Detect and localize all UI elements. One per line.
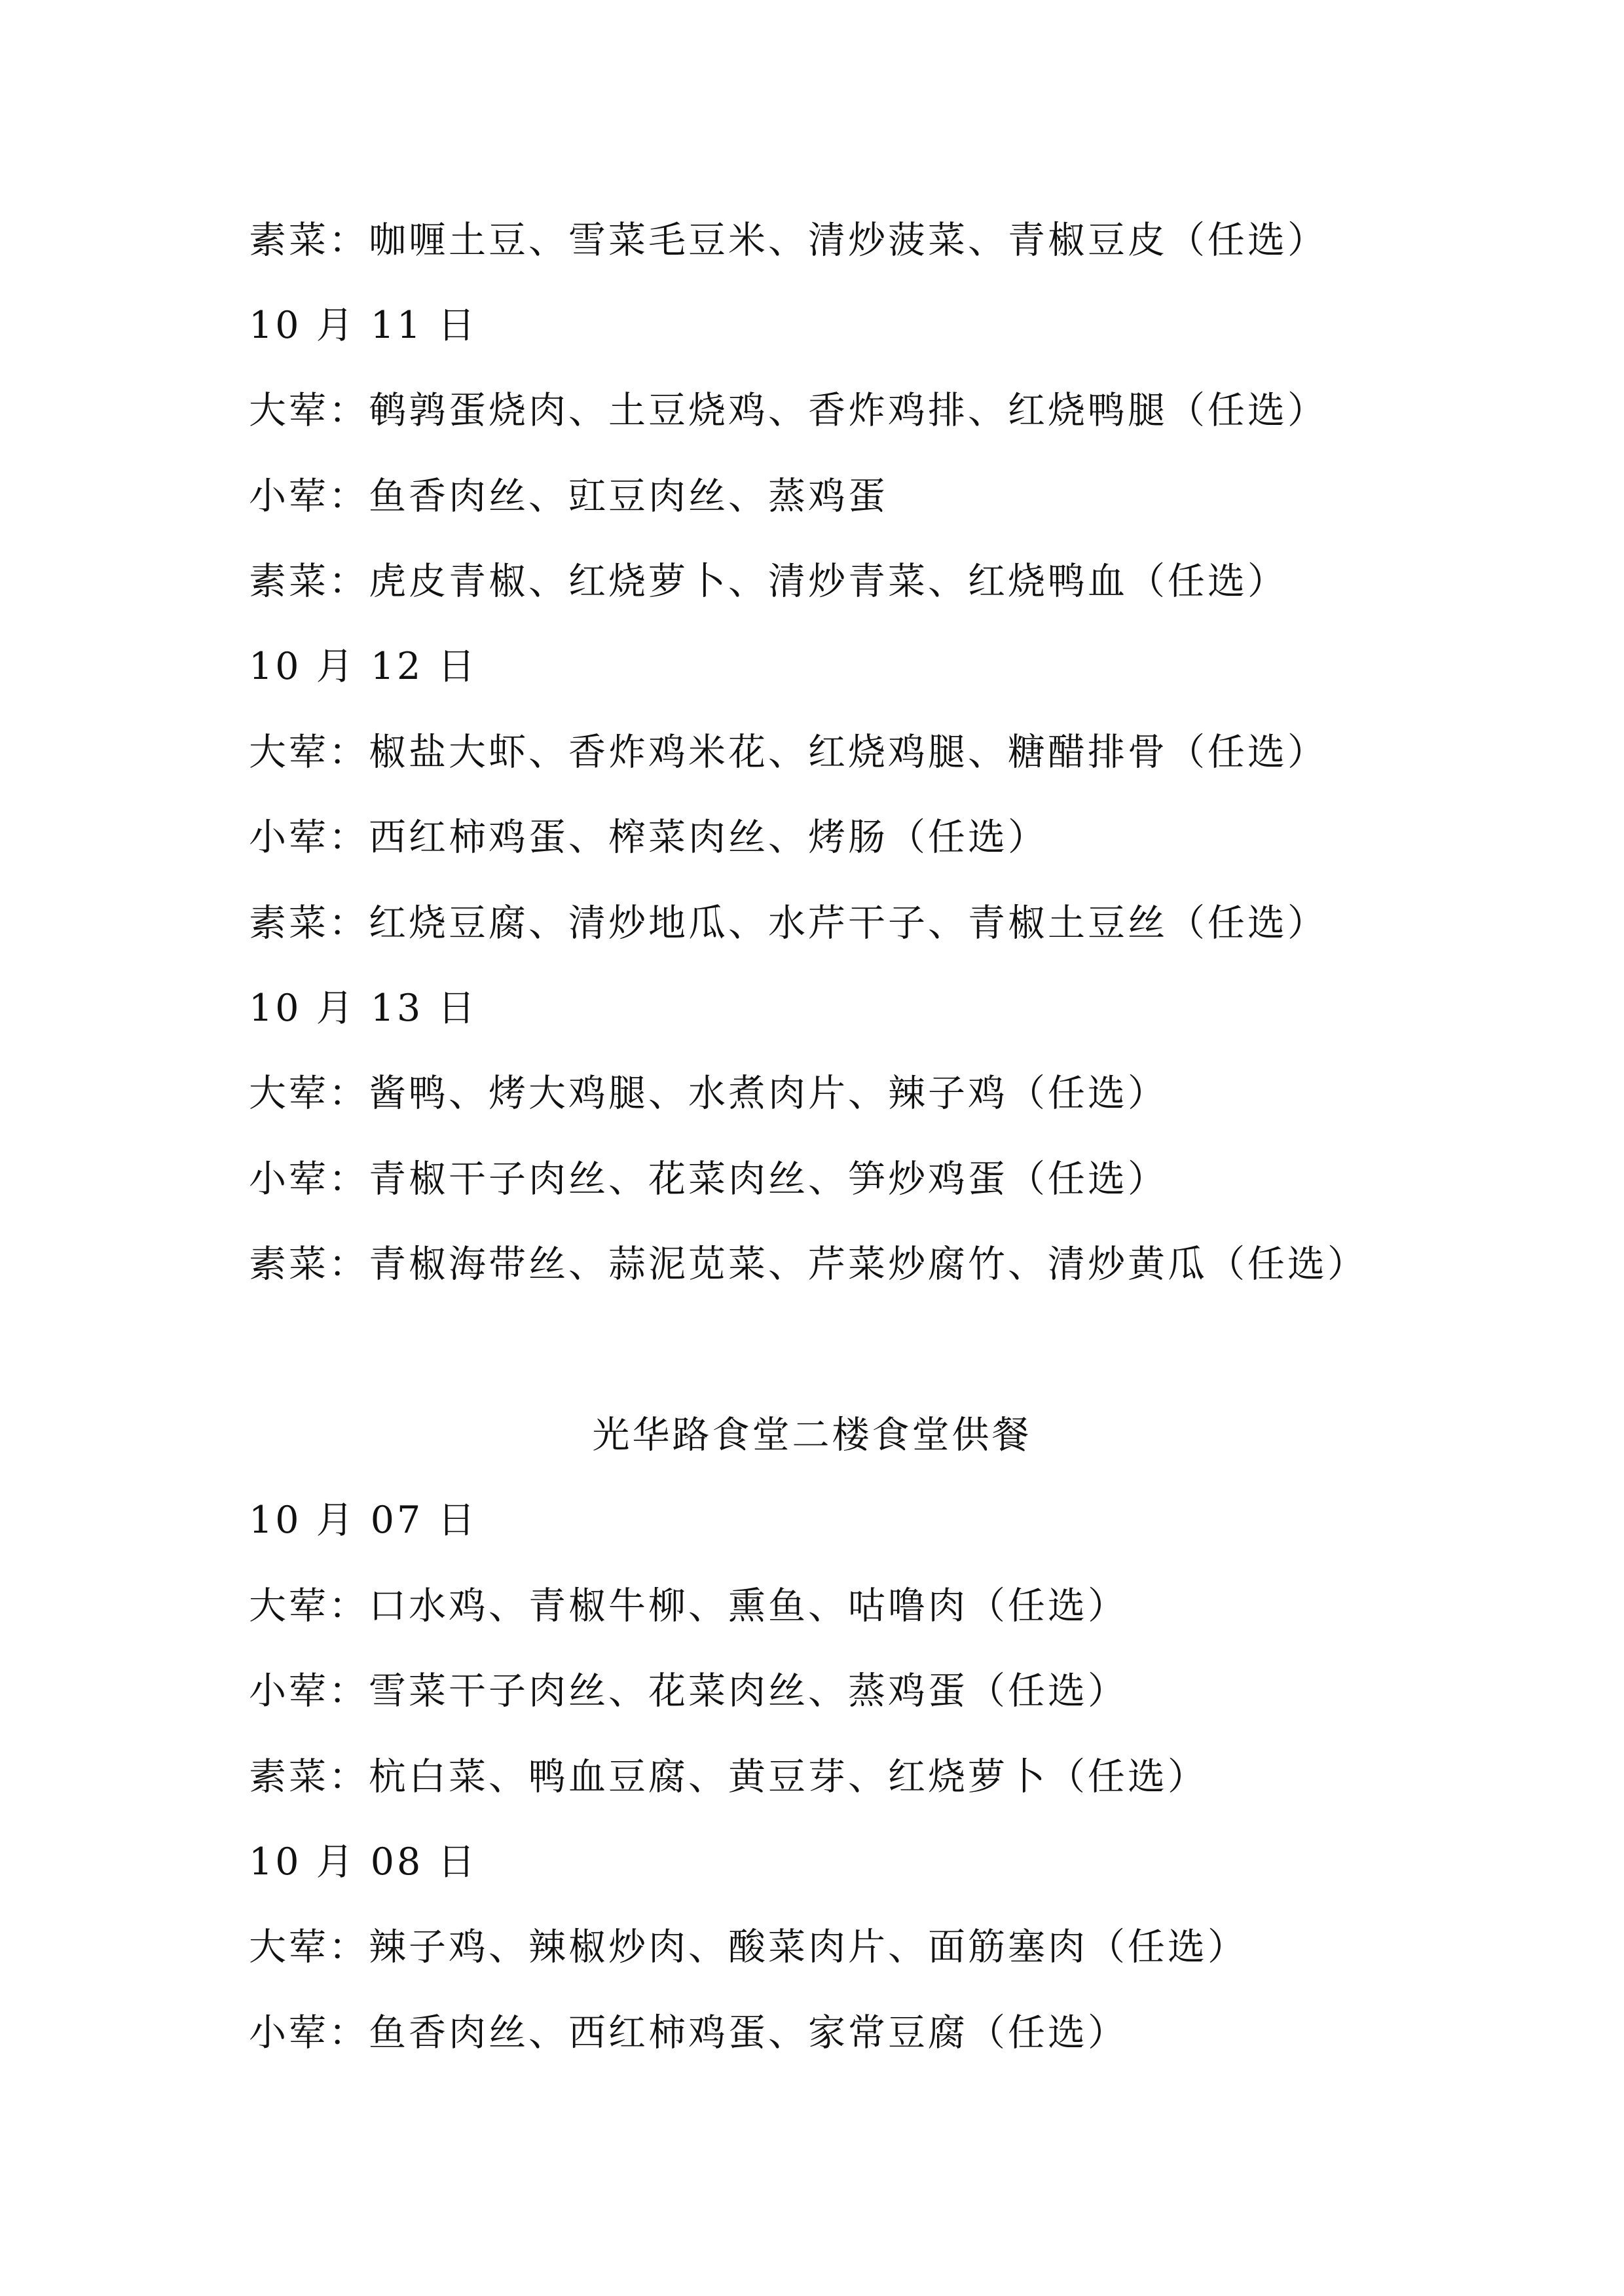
date-heading: 10 月 07 日 [249, 1499, 478, 1542]
date-heading: 10 月 13 日 [249, 987, 478, 1030]
menu-line: 小荤：西红柿鸡蛋、榨菜肉丝、烤肠（任选） [249, 816, 1048, 859]
menu-line: 素菜：虎皮青椒、红烧萝卜、清炒青菜、红烧鸭血（任选） [249, 560, 1287, 603]
menu-line: 素菜：红烧豆腐、清炒地瓜、水芹干子、青椒土豆丝（任选） [249, 902, 1327, 945]
date-heading: 10 月 12 日 [249, 645, 478, 688]
menu-line: 大荤：口水鸡、青椒牛柳、熏鱼、咕噜肉（任选） [249, 1584, 1128, 1628]
menu-line: 大荤：辣子鸡、辣椒炒肉、酸菜肉片、面筋塞肉（任选） [249, 1925, 1247, 1969]
date-heading: 10 月 11 日 [249, 304, 478, 347]
menu-line: 小荤：鱼香肉丝、西红柿鸡蛋、家常豆腐（任选） [249, 2011, 1128, 2054]
menu-line: 小荤：青椒干子肉丝、花菜肉丝、笋炒鸡蛋（任选） [249, 1157, 1168, 1201]
section-title: 光华路食堂二楼食堂供餐 [592, 1413, 1032, 1457]
date-heading: 10 月 08 日 [249, 1840, 478, 1884]
menu-line: 素菜：咖喱土豆、雪菜毛豆米、清炒菠菜、青椒豆皮（任选） [249, 219, 1327, 262]
menu-line: 素菜：青椒海带丝、蒜泥苋菜、芹菜炒腐竹、清炒黄瓜（任选） [249, 1243, 1367, 1286]
menu-line: 小荤：鱼香肉丝、豇豆肉丝、蒸鸡蛋 [249, 475, 888, 518]
menu-line: 小荤：雪菜干子肉丝、花菜肉丝、蒸鸡蛋（任选） [249, 1669, 1128, 1713]
menu-line: 素菜：杭白菜、鸭血豆腐、黄豆芽、红烧萝卜（任选） [249, 1755, 1208, 1798]
menu-line: 大荤：椒盐大虾、香炸鸡米花、红烧鸡腿、糖醋排骨（任选） [249, 731, 1327, 774]
menu-line: 大荤：酱鸭、烤大鸡腿、水煮肉片、辣子鸡（任选） [249, 1072, 1168, 1115]
menu-line: 大荤：鹌鹑蛋烧肉、土豆烧鸡、香炸鸡排、红烧鸭腿（任选） [249, 389, 1327, 432]
